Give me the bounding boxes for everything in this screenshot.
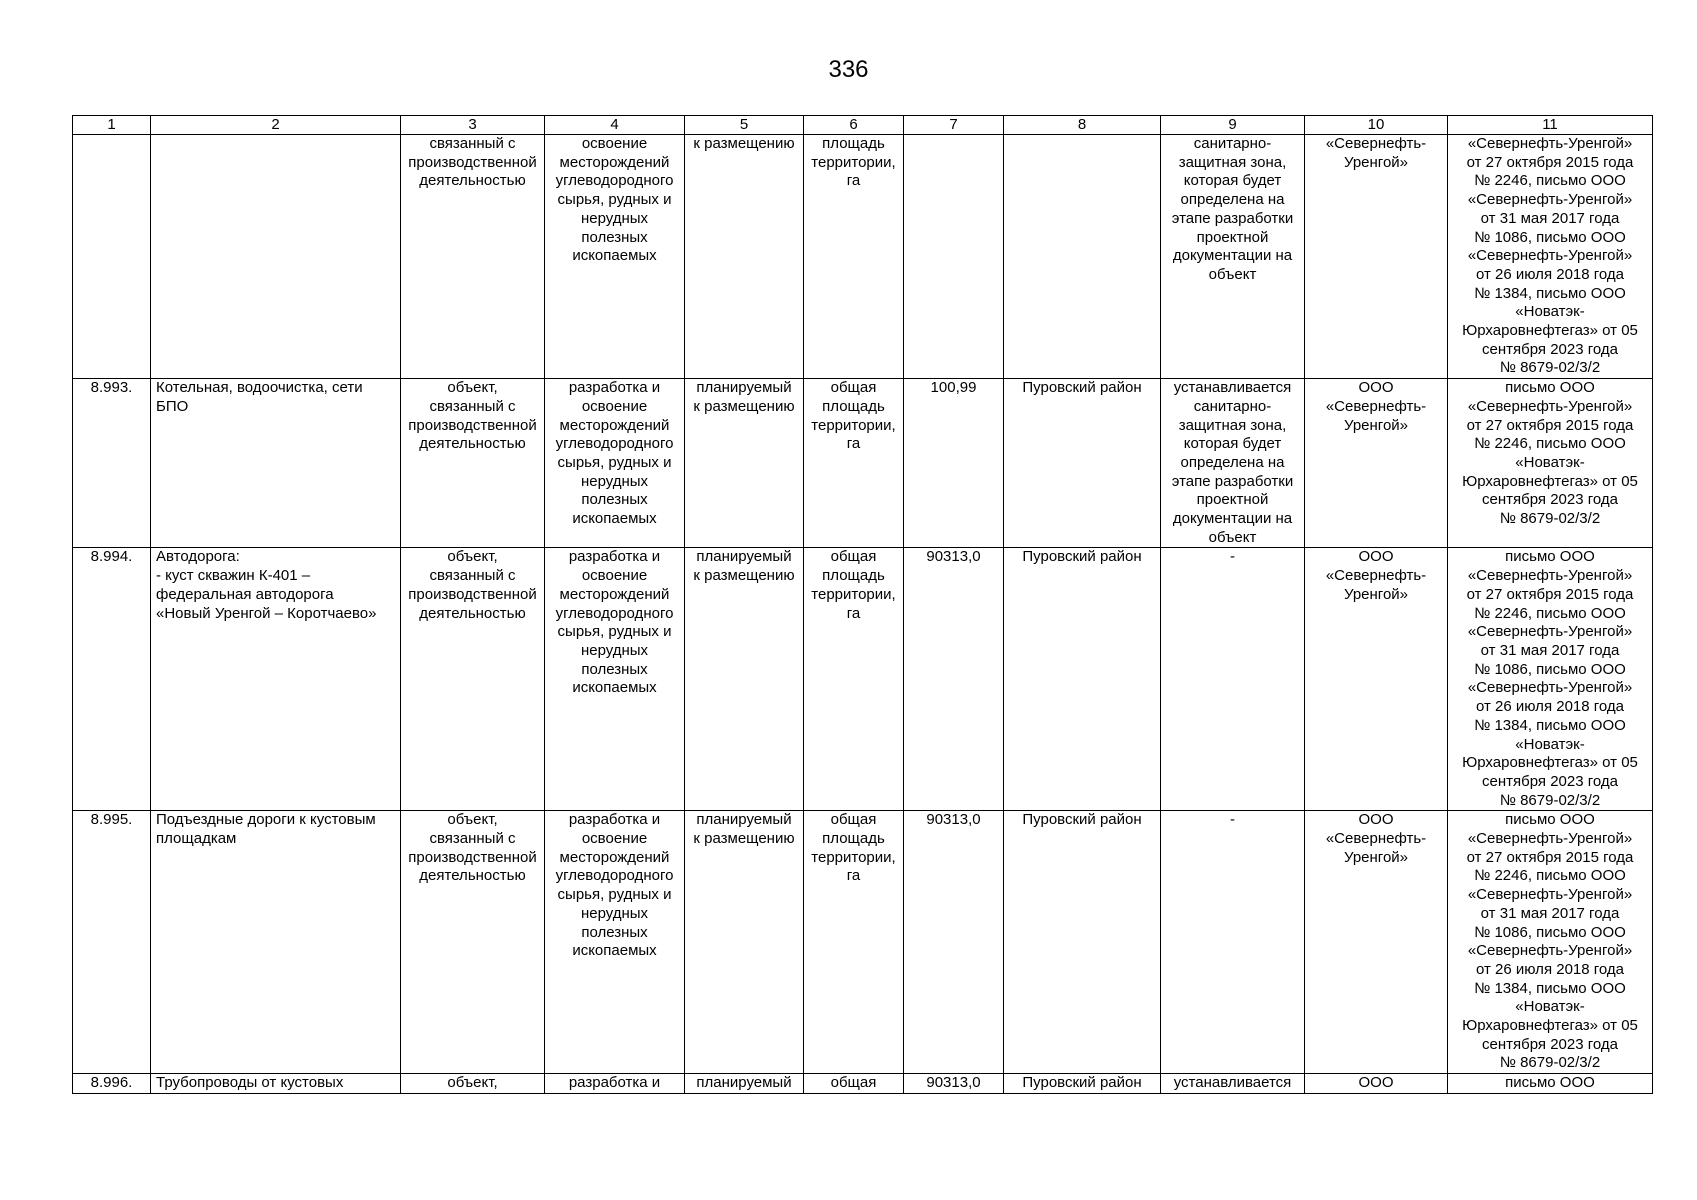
cell-line: производственной (408, 585, 537, 603)
cell-object-name (151, 1074, 401, 1094)
cell-line: освоение (581, 397, 648, 415)
cell-parameter (804, 811, 904, 1074)
cell-owner (1305, 379, 1448, 548)
cell-line: сентября 2023 года (1482, 340, 1618, 358)
cell-line: территории, (811, 416, 896, 434)
cell-line: Подъездные дороги к кустовым (156, 811, 376, 829)
cell-line: - (1230, 811, 1235, 829)
cell-parameter (804, 379, 904, 548)
cell-line: деятельностью (419, 435, 526, 453)
cell-line: объект (1208, 528, 1257, 546)
cell-line: ООО (1358, 379, 1394, 397)
cell-line: производственной (408, 416, 537, 434)
cell-zone (1161, 1074, 1305, 1094)
cell-line: № 8679-02/3/2 (1499, 510, 1601, 528)
column-header: 9 (1161, 116, 1305, 135)
cell-line: га (846, 435, 861, 453)
cell-status (685, 811, 804, 1074)
cell-line: № 8679-02/3/2 (1499, 791, 1601, 809)
cell-line: «Севернефть- (1325, 397, 1427, 415)
cell-number: 8.996. (73, 1074, 151, 1094)
cell-line: планируемый (696, 548, 792, 566)
cell-line: планируемый (696, 379, 792, 397)
cell-line: территории, (811, 585, 896, 603)
cell-line: ископаемых (572, 942, 657, 960)
cell-purpose (545, 1074, 685, 1094)
cell-line: письмо ООО (1505, 811, 1595, 829)
column-header: 11 (1448, 116, 1653, 135)
cell-parameter (804, 135, 904, 379)
cell-line: площадь (822, 830, 885, 848)
cell-purpose (545, 811, 685, 1074)
cell-line: освоение (581, 830, 648, 848)
cell-line: нерудных (580, 472, 649, 490)
cell-line: месторождений (559, 848, 670, 866)
cell-line: к размещению (693, 135, 795, 152)
cell-line: территории, (811, 848, 896, 866)
cell-line: Юрхаровнефтегаз» от 05 (1462, 754, 1638, 772)
cell-line: которая будет (1183, 435, 1282, 453)
cell-line: - куст скважин К-401 – (156, 567, 311, 585)
cell-line: от 26 июля 2018 года (1475, 960, 1625, 978)
cell-parameter (804, 1074, 904, 1094)
cell-purpose (545, 548, 685, 811)
cell-line: «Новатэк- (1515, 453, 1585, 471)
cell-line: сентября 2023 года (1482, 772, 1618, 790)
cell-line: письмо ООО (1505, 379, 1595, 397)
cell-line: га (846, 172, 861, 190)
cell-line: защитная зона, (1178, 153, 1287, 171)
column-header: 4 (545, 116, 685, 135)
cell-line: планируемый (696, 811, 792, 829)
cell-parameter (804, 548, 904, 811)
cell-line: сырья, рудных и (557, 623, 672, 641)
column-header: 2 (151, 116, 401, 135)
cell-line: сырья, рудных и (557, 453, 672, 471)
header-row (73, 116, 1653, 135)
cell-object-name (151, 379, 401, 548)
cell-line: объект, (447, 811, 498, 829)
cell-status (685, 1074, 804, 1094)
cell-line: «Новатэк- (1515, 998, 1585, 1016)
cell-line: «Севернефть-Уренгой» (1467, 942, 1633, 960)
cell-line: сырья, рудных и (557, 886, 672, 904)
cell-value (904, 135, 1004, 379)
cell-line: «Севернефть- (1325, 135, 1427, 152)
cell-line: № 1086, письмо ООО (1474, 228, 1626, 246)
table-row (73, 379, 1653, 548)
register-table (72, 115, 1653, 1094)
table-body (73, 135, 1653, 1094)
cell-line: «Севернефть-Уренгой» (1467, 135, 1633, 152)
cell-line: полезных (581, 228, 648, 246)
cell-basis (1448, 1074, 1653, 1094)
cell-line: Котельная, водоочистка, сети (156, 379, 363, 397)
cell-line: сентября 2023 года (1482, 1035, 1618, 1053)
cell-line: федеральная автодорога (156, 585, 334, 603)
cell-line: разработка и (568, 1074, 661, 1092)
cell-line: № 1384, письмо ООО (1474, 284, 1626, 302)
cell-line: га (846, 604, 861, 622)
cell-line: «Севернефть-Уренгой» (1467, 679, 1633, 697)
cell-line: ископаемых (572, 679, 657, 697)
cell-line: сырья, рудных и (557, 191, 672, 209)
cell-line: от 31 мая 2017 года (1480, 904, 1620, 922)
cell-line: «Севернефть-Уренгой» (1467, 247, 1633, 265)
cell-line: БПО (156, 397, 189, 415)
cell-line: ископаемых (572, 247, 657, 265)
cell-line: «Севернефть- (1325, 830, 1427, 848)
cell-line: документации на (1172, 247, 1293, 265)
cell-value: 90313,0 (904, 548, 1004, 811)
column-header: 8 (1004, 116, 1161, 135)
cell-line: защитная зона, (1178, 416, 1287, 434)
cell-line: № 8679-02/3/2 (1499, 1054, 1601, 1072)
cell-line: № 1384, письмо ООО (1474, 716, 1626, 734)
cell-purpose (545, 135, 685, 379)
cell-line: углеводородного (555, 867, 674, 885)
cell-zone (1161, 811, 1305, 1074)
cell-line: разработка и (568, 811, 661, 829)
cell-line: разработка и (568, 548, 661, 566)
cell-line: нерудных (580, 209, 649, 227)
cell-line: углеводородного (555, 172, 674, 190)
cell-line: «Севернефть-Уренгой» (1467, 567, 1633, 585)
cell-purpose (545, 379, 685, 548)
column-header: 7 (904, 116, 1004, 135)
cell-line: № 2246, письмо ООО (1474, 867, 1626, 885)
cell-line: от 27 октября 2015 года (1466, 153, 1634, 171)
cell-zone (1161, 548, 1305, 811)
cell-line: нерудных (580, 904, 649, 922)
cell-line: общая (830, 548, 877, 566)
cell-line: документации на (1172, 510, 1293, 528)
cell-owner (1305, 1074, 1448, 1094)
cell-line: № 2246, письмо ООО (1474, 435, 1626, 453)
cell-line: санитарно- (1193, 135, 1272, 152)
cell-object-name (151, 135, 401, 379)
cell-line: Уренгой» (1343, 416, 1409, 434)
cell-line: площадь (822, 567, 885, 585)
cell-line: Уренгой» (1343, 585, 1409, 603)
cell-line: освоение (581, 135, 648, 152)
table-row (73, 548, 1653, 811)
cell-line: от 31 мая 2017 года (1480, 641, 1620, 659)
cell-line: ООО (1358, 811, 1394, 829)
cell-line: к размещению (693, 397, 795, 415)
cell-line: территории, (811, 153, 896, 171)
cell-line: деятельностью (419, 867, 526, 885)
column-header: 6 (804, 116, 904, 135)
cell-line: месторождений (559, 585, 670, 603)
cell-number: 8.994. (73, 548, 151, 811)
cell-line: объект (1208, 265, 1257, 283)
cell-line: «Новатэк- (1515, 303, 1585, 321)
cell-line: - (1230, 548, 1235, 566)
cell-line: № 1086, письмо ООО (1474, 923, 1626, 941)
cell-line: этапе разработки (1171, 209, 1294, 227)
cell-line: полезных (581, 491, 648, 509)
cell-zone (1161, 135, 1305, 379)
cell-line: га (846, 867, 861, 885)
cell-line: нерудных (580, 641, 649, 659)
cell-line: устанавливается (1173, 379, 1292, 397)
cell-line: месторождений (559, 153, 670, 171)
cell-line: ООО (1358, 548, 1394, 566)
cell-owner (1305, 811, 1448, 1074)
cell-line: связанный с (429, 397, 516, 415)
cell-line: разработка и (568, 379, 661, 397)
cell-line: письмо ООО (1505, 1074, 1595, 1092)
cell-line: письмо ООО (1505, 548, 1595, 566)
cell-status (685, 548, 804, 811)
cell-line: «Севернефть-Уренгой» (1467, 191, 1633, 209)
cell-line: планируемый (696, 1074, 792, 1092)
cell-object-name (151, 811, 401, 1074)
cell-line: объект, (447, 379, 498, 397)
cell-zone (1161, 379, 1305, 548)
cell-status (685, 379, 804, 548)
cell-object-type (401, 379, 545, 548)
cell-status (685, 135, 804, 379)
table-row (73, 135, 1653, 379)
cell-line: к размещению (693, 567, 795, 585)
cell-location: Пуровский район (1004, 548, 1161, 811)
cell-line: Юрхаровнефтегаз» от 05 (1462, 322, 1638, 340)
cell-line: устанавливается (1173, 1074, 1292, 1092)
cell-line: от 31 мая 2017 года (1480, 209, 1620, 227)
cell-line: проектной (1196, 491, 1269, 509)
cell-line: площадь (822, 397, 885, 415)
cell-line: «Севернефть-Уренгой» (1467, 623, 1633, 641)
cell-value: 90313,0 (904, 811, 1004, 1074)
cell-line: от 26 июля 2018 года (1475, 265, 1625, 283)
cell-line: № 8679-02/3/2 (1499, 359, 1601, 377)
cell-line: площадь (822, 135, 885, 152)
cell-line: сентября 2023 года (1482, 491, 1618, 509)
cell-basis (1448, 811, 1653, 1074)
cell-line: освоение (581, 567, 648, 585)
cell-owner (1305, 548, 1448, 811)
cell-line: углеводородного (555, 604, 674, 622)
cell-line: объект, (447, 1074, 498, 1092)
table-row (73, 811, 1653, 1074)
cell-object-type (401, 811, 545, 1074)
cell-object-type (401, 1074, 545, 1094)
column-header: 1 (73, 116, 151, 135)
cell-line: связанный с (429, 567, 516, 585)
cell-line: общая (830, 379, 877, 397)
cell-line: ископаемых (572, 510, 657, 528)
cell-line: «Новатэк- (1515, 735, 1585, 753)
cell-line: углеводородного (555, 435, 674, 453)
cell-line: Юрхаровнефтегаз» от 05 (1462, 472, 1638, 490)
cell-line: Автодорога: (156, 548, 240, 566)
cell-line: определена на (1180, 453, 1285, 471)
cell-line: Трубопроводы от кустовых (156, 1074, 344, 1092)
cell-line: № 2246, письмо ООО (1474, 604, 1626, 622)
column-header: 3 (401, 116, 545, 135)
cell-line: полезных (581, 923, 648, 941)
cell-location (1004, 135, 1161, 379)
cell-line: деятельностью (419, 172, 526, 190)
cell-value: 90313,0 (904, 1074, 1004, 1094)
cell-location: Пуровский район (1004, 379, 1161, 548)
cell-object-type (401, 135, 545, 379)
cell-object-name (151, 548, 401, 811)
cell-line: деятельностью (419, 604, 526, 622)
cell-line: санитарно- (1193, 397, 1272, 415)
cell-owner (1305, 135, 1448, 379)
cell-line: полезных (581, 660, 648, 678)
cell-line: от 27 октября 2015 года (1466, 585, 1634, 603)
cell-line: производственной (408, 848, 537, 866)
cell-basis (1448, 135, 1653, 379)
column-header: 5 (685, 116, 804, 135)
cell-line: общая (830, 811, 877, 829)
cell-line: определена на (1180, 191, 1285, 209)
cell-line: площадкам (156, 830, 237, 848)
cell-line: «Севернефть-Уренгой» (1467, 886, 1633, 904)
column-header: 10 (1305, 116, 1448, 135)
cell-line: от 27 октября 2015 года (1466, 848, 1634, 866)
cell-location: Пуровский район (1004, 811, 1161, 1074)
cell-line: которая будет (1183, 172, 1282, 190)
cell-line: этапе разработки (1171, 472, 1294, 490)
cell-basis (1448, 379, 1653, 548)
cell-line: от 26 июля 2018 года (1475, 698, 1625, 716)
cell-line: «Севернефть-Уренгой» (1467, 830, 1633, 848)
cell-line: ООО (1358, 1074, 1394, 1092)
cell-value: 100,99 (904, 379, 1004, 548)
cell-object-type (401, 548, 545, 811)
cell-line: от 27 октября 2015 года (1466, 416, 1634, 434)
cell-line: № 1086, письмо ООО (1474, 660, 1626, 678)
cell-line: объект, (447, 548, 498, 566)
cell-line: проектной (1196, 228, 1269, 246)
cell-line: «Севернефть- (1325, 567, 1427, 585)
cell-line: Юрхаровнефтегаз» от 05 (1462, 1017, 1638, 1035)
table-row (73, 1074, 1653, 1094)
cell-line: общая (830, 1074, 877, 1092)
cell-line: № 1384, письмо ООО (1474, 979, 1626, 997)
cell-line: № 2246, письмо ООО (1474, 172, 1626, 190)
cell-line: «Севернефть-Уренгой» (1467, 397, 1633, 415)
cell-location: Пуровский район (1004, 1074, 1161, 1094)
cell-number (73, 135, 151, 379)
cell-basis (1448, 548, 1653, 811)
cell-line: к размещению (693, 830, 795, 848)
cell-line: Уренгой» (1343, 848, 1409, 866)
cell-line: производственной (408, 153, 537, 171)
cell-line: связанный с (429, 830, 516, 848)
cell-line: месторождений (559, 416, 670, 434)
page-number: 336 (828, 56, 869, 83)
cell-line: связанный с (429, 135, 516, 152)
cell-number: 8.995. (73, 811, 151, 1074)
cell-number: 8.993. (73, 379, 151, 548)
cell-line: «Новый Уренгой – Коротчаево» (156, 604, 377, 622)
cell-line: Уренгой» (1343, 153, 1409, 171)
